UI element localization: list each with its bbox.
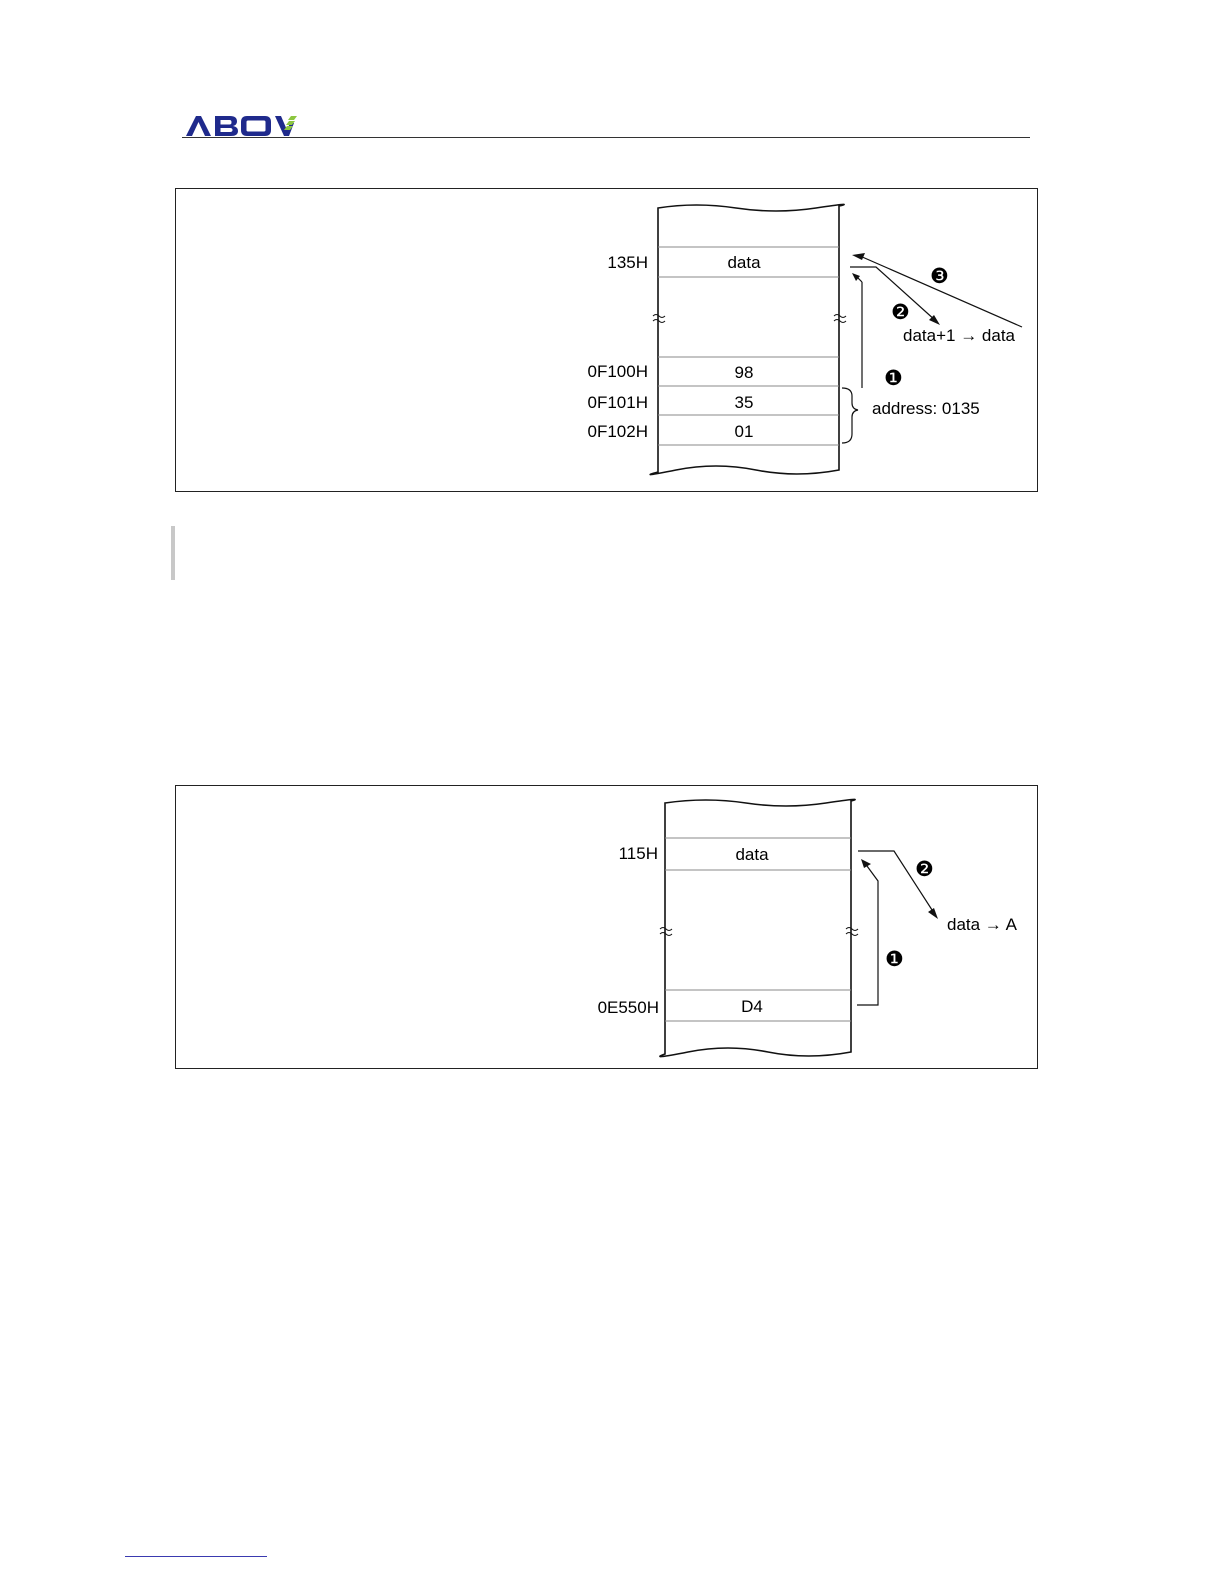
step3-arrowhead <box>852 253 865 260</box>
address-label: 0E550H <box>597 998 659 1017</box>
increment-annotation: data+1 → data <box>903 326 1016 345</box>
step2-arrowhead <box>928 908 938 919</box>
address-label: 115H <box>618 844 658 863</box>
step-marker-1: ❶ <box>884 367 903 390</box>
header-divider <box>182 137 1030 138</box>
step1-arrowhead <box>852 273 860 281</box>
address-label: 0F100H <box>587 362 648 381</box>
address-annotation: address: 0135 <box>872 399 980 418</box>
step-marker-3: ❸ <box>930 265 949 288</box>
note-sidebar-bar <box>171 526 175 580</box>
address-label: 0F102H <box>587 422 648 441</box>
abov-logo-graphic <box>184 112 299 138</box>
cell-value: data <box>735 845 769 864</box>
cell-value: 98 <box>734 363 754 382</box>
page-header <box>182 108 1030 140</box>
step-marker-2: ❷ <box>915 858 934 881</box>
address-label: 135H <box>607 253 648 272</box>
step-marker-2: ❷ <box>891 301 910 324</box>
cell-value: data <box>727 253 761 272</box>
step1-arrowhead <box>861 859 871 868</box>
abov-logo <box>184 112 299 138</box>
cell-value: 01 <box>734 422 754 441</box>
address-label: 0F101H <box>587 393 648 412</box>
step-marker-1: ❶ <box>885 948 904 971</box>
memory-diagram-increment-svg <box>176 189 1037 491</box>
cell-value: 35 <box>734 393 754 412</box>
address-brace <box>842 388 858 443</box>
memory-diagram-load-svg <box>176 786 1037 1068</box>
step1-arrow-line <box>857 866 878 1005</box>
transfer-annotation: data → A <box>947 915 1017 934</box>
memory-diagram-load <box>175 785 1038 1069</box>
cell-value: D4 <box>741 997 763 1016</box>
memory-diagram-increment <box>175 188 1038 492</box>
footer-link-underline[interactable] <box>125 1556 267 1557</box>
